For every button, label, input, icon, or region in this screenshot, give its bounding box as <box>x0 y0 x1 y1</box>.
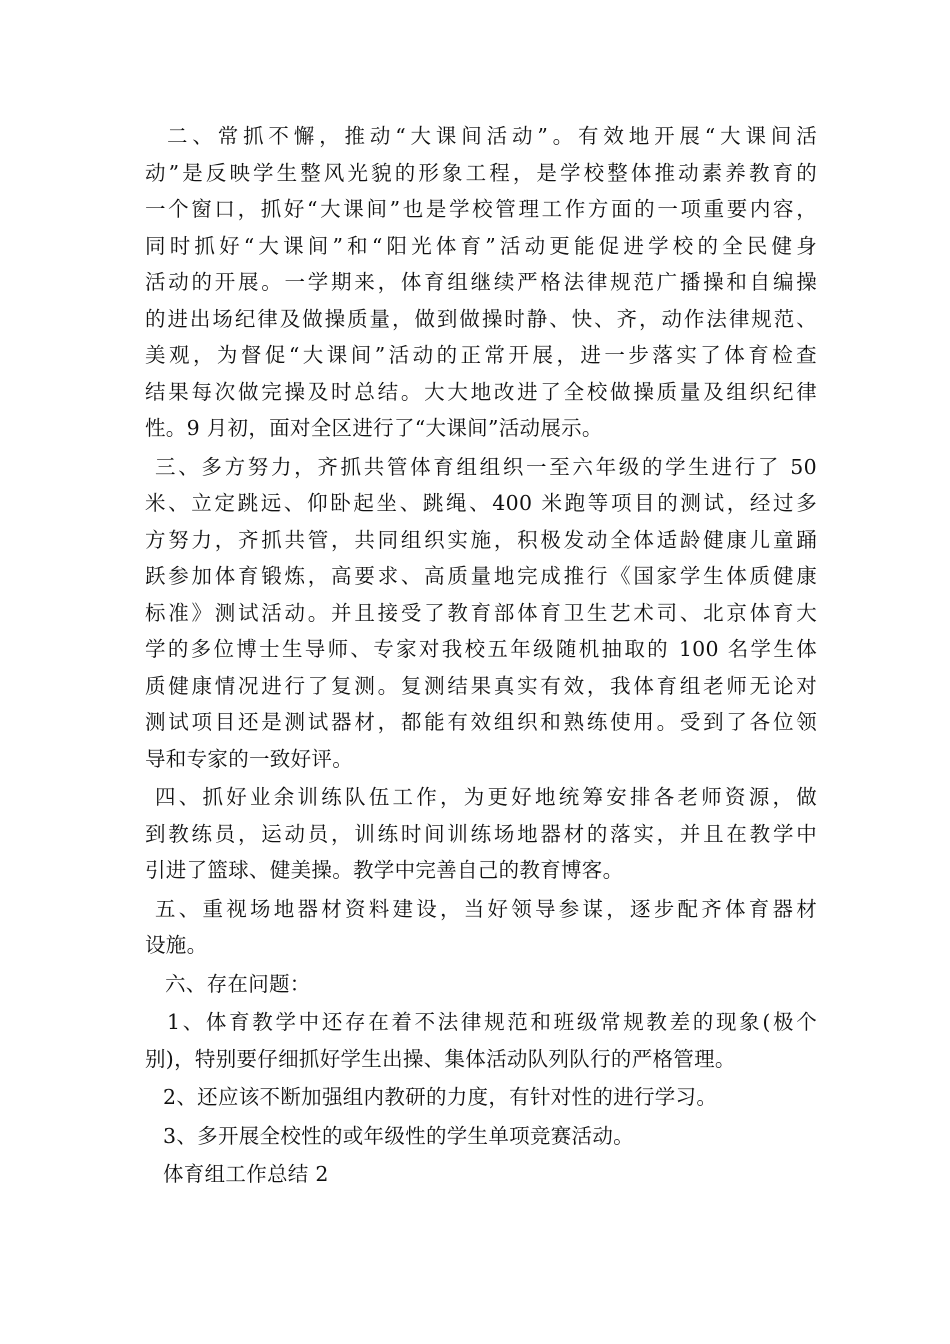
text-line: 体育组工作总结 2 <box>163 1162 329 1186</box>
paragraph-problem-2 <box>145 1079 817 1116</box>
section-heading-summary-2 <box>145 1156 817 1193</box>
text-line: 美观，为督促“大课间”活动的正常开展，进一步落实了体育检查 <box>145 343 817 367</box>
text-line: 质健康情况进行了复测。复测结果真实有效，我体育组老师无论对 <box>145 673 817 698</box>
text-line: 跃参加体育锻炼，高要求、高质量地完成推行《国家学生体质健康 <box>145 564 817 588</box>
paragraph-fitness-testing <box>145 449 817 778</box>
document-body <box>145 118 817 1195</box>
paragraph-amateur-training <box>145 779 817 889</box>
text-line: 二、常抓不懈，推动“大课间活动”。有效地开展“大课间活 <box>167 124 817 148</box>
text-line: 一个窗口，抓好“大课间”也是学校管理工作方面的一项重要内容， <box>145 197 817 221</box>
text-line: 五、重视场地器材资料建设，当好领导参谋，逐步配齐体育器材 <box>155 896 817 921</box>
text-line: 动”是反映学生整风光貌的形象工程，是学校整体推动素养教育的 <box>145 160 817 185</box>
text-line: 导和专家的一致好评。 <box>145 746 353 771</box>
text-line: 六、存在问题： <box>165 971 311 996</box>
text-line: 标准》测试活动。并且接受了教育部体育卫生艺术司、北京体育大 <box>145 600 817 625</box>
paragraph-problem-3 <box>145 1118 817 1155</box>
paragraph-problems-heading <box>145 966 817 1003</box>
paragraph-problem-1 <box>145 1004 817 1077</box>
text-line: 引进了篮球、健美操。教学中完善自己的教育博客。 <box>145 858 624 882</box>
text-line: 1、体育教学中还存在着不法律规范和班级常规教差的现象(极个 <box>167 1010 817 1034</box>
text-line: 方努力，齐抓共管，共同组织实施，积极发动全体适龄健康儿童踊 <box>145 527 817 552</box>
text-line: 活动的开展。一学期来，体育组继续严格法律规范广播操和自编操 <box>145 270 817 294</box>
text-line: 学的多位博士生导师、专家对我校五年级随机抽取的 100 名学生体 <box>145 637 817 661</box>
text-line: 性。9 月初，面对全区进行了“大课间”活动展示。 <box>145 416 603 440</box>
text-line: 测试项目还是测试器材，都能有效组织和熟练使用。受到了各位领 <box>145 710 817 734</box>
text-line: 的进出场纪律及做操质量，做到做操时静、快、齐，动作法律规范、 <box>145 306 817 331</box>
text-line: 别)，特别要仔细抓好学生出操、集体活动队列队行的严格管理。 <box>145 1046 736 1071</box>
text-line: 四、抓好业余训练队伍工作，为更好地统筹安排各老师资源，做 <box>155 785 817 809</box>
text-line: 设施。 <box>145 933 208 957</box>
paragraph-broadcast-exercise <box>145 118 817 447</box>
paragraph-equipment <box>145 891 817 964</box>
text-line: 到教练员，运动员，训练时间训练场地器材的落实，并且在教学中 <box>145 821 817 846</box>
text-line: 同时抓好“大课间”和“阳光体育”活动更能促进学校的全民健身 <box>145 233 817 258</box>
text-line: 3、多开展全校性的或年级性的学生单项竞赛活动。 <box>163 1123 634 1148</box>
text-line: 米、立定跳远、仰卧起坐、跳绳、400 米跑等项目的测试，经过多 <box>145 491 817 515</box>
text-line: 三、多方努力，齐抓共管体育组组织一至六年级的学生进行了 50 <box>155 454 817 479</box>
text-line: 结果每次做完操及时总结。大大地改进了全校做操质量及组织纪律 <box>145 379 817 404</box>
text-line: 2、还应该不断加强组内教研的力度，有针对性的进行学习。 <box>163 1085 718 1109</box>
